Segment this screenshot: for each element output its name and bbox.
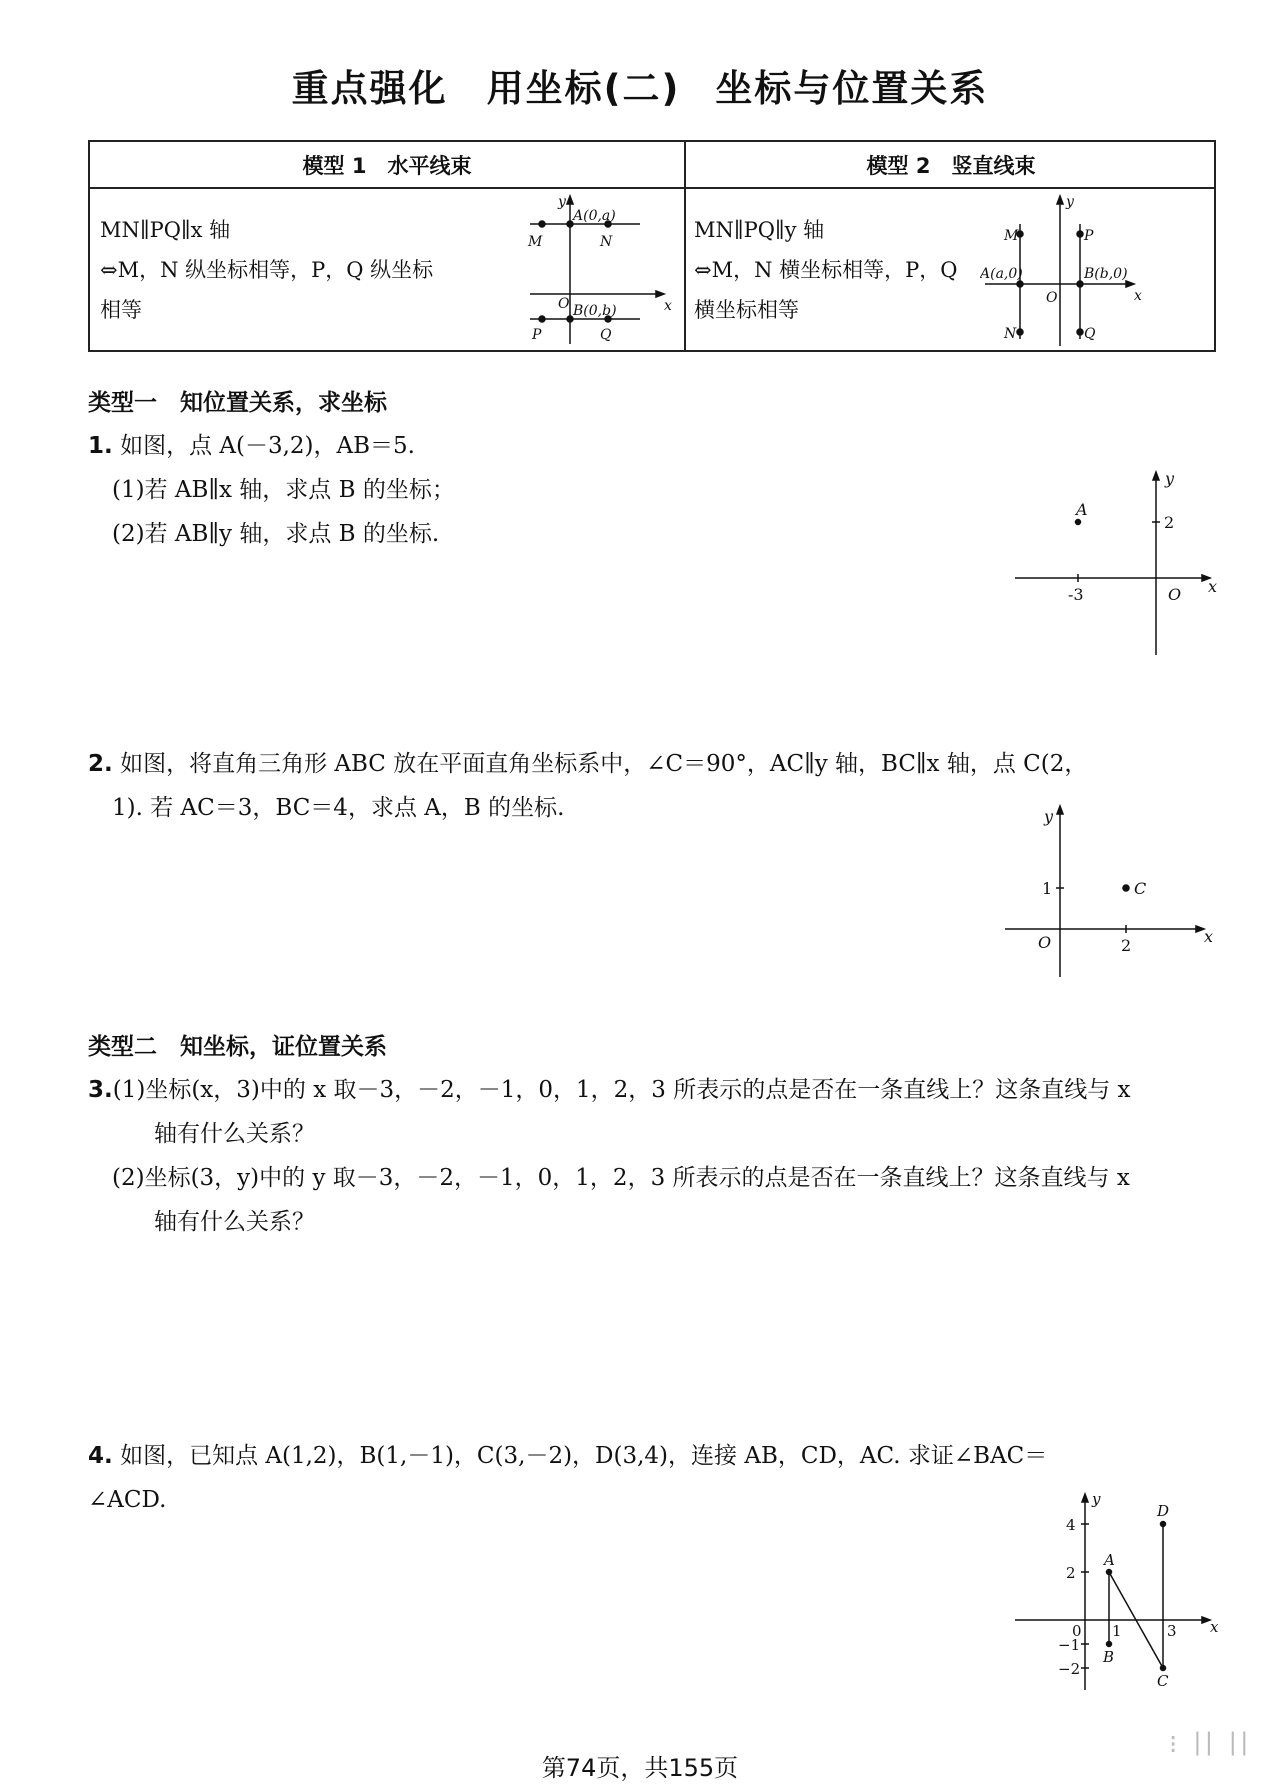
q2-label-xtick: 2 [1121,936,1132,955]
model2-label-m: M [1004,228,1019,244]
model1-label-n: N [600,234,613,250]
model1-y-arrow [567,196,573,204]
model2-figure [980,194,1190,349]
model1-point-m [539,221,545,227]
q2-line2: 1). 若 AC＝3，BC＝4，求点 A，B 的坐标. [112,795,565,821]
question-3 [88,1068,1218,1244]
model1-label-o: O [558,296,570,312]
q4-number: 4. [88,1443,113,1469]
model2-label-b: B(b,0) [1084,266,1128,282]
q3-part2-line1: (2)坐标(3，y)中的 y 取－3，－2，－1，0，1，2，3 所表示的点是否在一条直线上？这条直线与 x [112,1165,1130,1191]
model1-label-m: M [528,234,543,250]
q2-line1: 如图，将直角三角形 ABC 放在平面直角坐标系中，∠C＝90°，AC∥y 轴，BC∥x 轴，点 C(2， [120,751,1088,777]
model2-label-y: y [1066,194,1074,210]
watermark-dots: ⁝ ∣∣ ∣∣ [1168,1730,1252,1760]
model1-text [100,210,433,330]
q2-y-arrow [1057,806,1063,814]
q1-figure [1010,470,1230,660]
type2-heading: 类型二 知坐标，证位置关系 [88,1034,387,1060]
model1-line1: MN∥PQ∥x 轴 [100,218,231,242]
q4-point-c [1161,1666,1166,1671]
model2-point-p [1077,231,1083,237]
type1-heading: 类型一 知位置关系，求坐标 [88,390,387,416]
q1-y-arrow [1153,472,1159,480]
q1-number: 1. [88,433,113,459]
q3-part1-line2: 轴有什么关系？ [154,1121,315,1147]
page-footer: 第74页，共155页 [541,1754,739,1782]
q2-x-arrow [1196,926,1204,932]
q2-label-o: O [1038,933,1052,952]
q4-label-c: C [1157,1672,1169,1690]
q2-number: 2. [88,751,113,777]
q1-label-ytick: 2 [1164,513,1175,532]
q3-part1-line1: (1)坐标(x，3)中的 x 取－3，－2，－1，0，1，2，3 所表示的点是否在一条直线上？这条直线与 x [112,1077,1131,1103]
model2-label-n: N [1004,326,1017,342]
q4-y-arrow [1082,1494,1088,1502]
model2-label-q: Q [1084,326,1096,342]
model1-point-p [539,316,545,322]
q2-label-y: y [1044,807,1054,826]
model1-label-a: A(0,a) [573,208,616,224]
model2-label-x: x [1134,288,1142,304]
q3-number: 3. [88,1077,113,1103]
q1-point-a [1076,520,1081,525]
q4-label-y: y [1092,1490,1101,1508]
q4-label-tm2: −2 [1058,1660,1081,1678]
q3-part2-line2: 轴有什么关系？ [154,1209,315,1235]
q4-label-t2: 2 [1066,1564,1076,1582]
q4-label-b: B [1103,1648,1115,1666]
q1-label-a: A [1076,500,1088,519]
q1-label-y: y [1165,470,1175,488]
q4-label-t4: 4 [1066,1516,1076,1534]
model2-point-q [1077,329,1083,335]
q1-part1: (1)若 AB∥x 轴，求点 B 的坐标； [112,477,455,503]
model2-line1: MN∥PQ∥y 轴 [694,218,825,242]
q4-point-d [1161,1522,1166,1527]
model1-line3: 相等 [100,298,142,322]
q4-label-d: D [1157,1502,1170,1520]
q4-line2: ∠ACD. [88,1487,167,1513]
model2-point-n [1017,329,1023,335]
q4-x-arrow [1202,1617,1210,1623]
q4-figure [1010,1490,1240,1695]
model1-label-q: Q [600,327,612,343]
model1-figure [490,194,680,349]
q4-line1: 如图，已知点 A(1,2)，B(1,－1)，C(3,－2)，D(3,4)，连接 AB，CD，AC. 求证∠BAC＝ [120,1443,1048,1469]
q2-label-x: x [1204,927,1214,946]
model2-label-p: P [1084,228,1094,244]
model2-point-b [1077,281,1083,287]
model2-header: 模型 2 竖直线束 [866,154,1036,178]
model2-text [694,210,958,330]
q4-point-b [1107,1642,1112,1647]
q4-label-tm1: −1 [1058,1636,1081,1654]
q2-figure [1000,802,1230,982]
model2-label-a: A(a,0) [980,266,1023,282]
q2-label-c: C [1134,879,1147,898]
model2-line2: ⇔M，N 横坐标相等，P，Q [694,258,958,282]
model1-x-arrow [656,291,664,297]
q4-label-t3: 3 [1167,1622,1177,1640]
model2-y-arrow [1057,196,1063,204]
model1-label-x: x [664,298,672,314]
table-divider-horizontal [90,187,1214,189]
q4-label-a: A [1104,1551,1115,1569]
q4-label-o: 0 [1072,1622,1082,1640]
model1-header: 模型 1 水平线束 [302,154,472,178]
q4-label-x: x [1210,1618,1219,1636]
page-title: 重点强化 用坐标(二) 坐标与位置关系 [291,67,989,110]
q1-stem: 如图，点 A(－3,2)，AB＝5. [120,433,415,459]
q1-label-xtick: -3 [1068,585,1084,604]
q1-label-o: O [1168,585,1182,604]
model2-label-o: O [1046,290,1058,306]
q1-part2: (2)若 AB∥y 轴，求点 B 的坐标. [112,521,440,547]
q2-point-c [1123,885,1129,891]
q1-label-x: x [1208,577,1218,596]
models-table [88,140,1216,352]
q4-point-a [1107,1570,1112,1575]
q4-label-t1: 1 [1112,1622,1122,1640]
model1-line2: ⇔M，N 纵坐标相等，P，Q 纵坐标 [100,258,434,282]
model1-label-p: P [532,327,542,343]
model1-label-y: y [558,194,566,210]
model2-line3: 横坐标相等 [694,298,799,322]
q2-label-ytick: 1 [1042,879,1053,898]
model1-label-b: B(0,b) [573,303,617,319]
